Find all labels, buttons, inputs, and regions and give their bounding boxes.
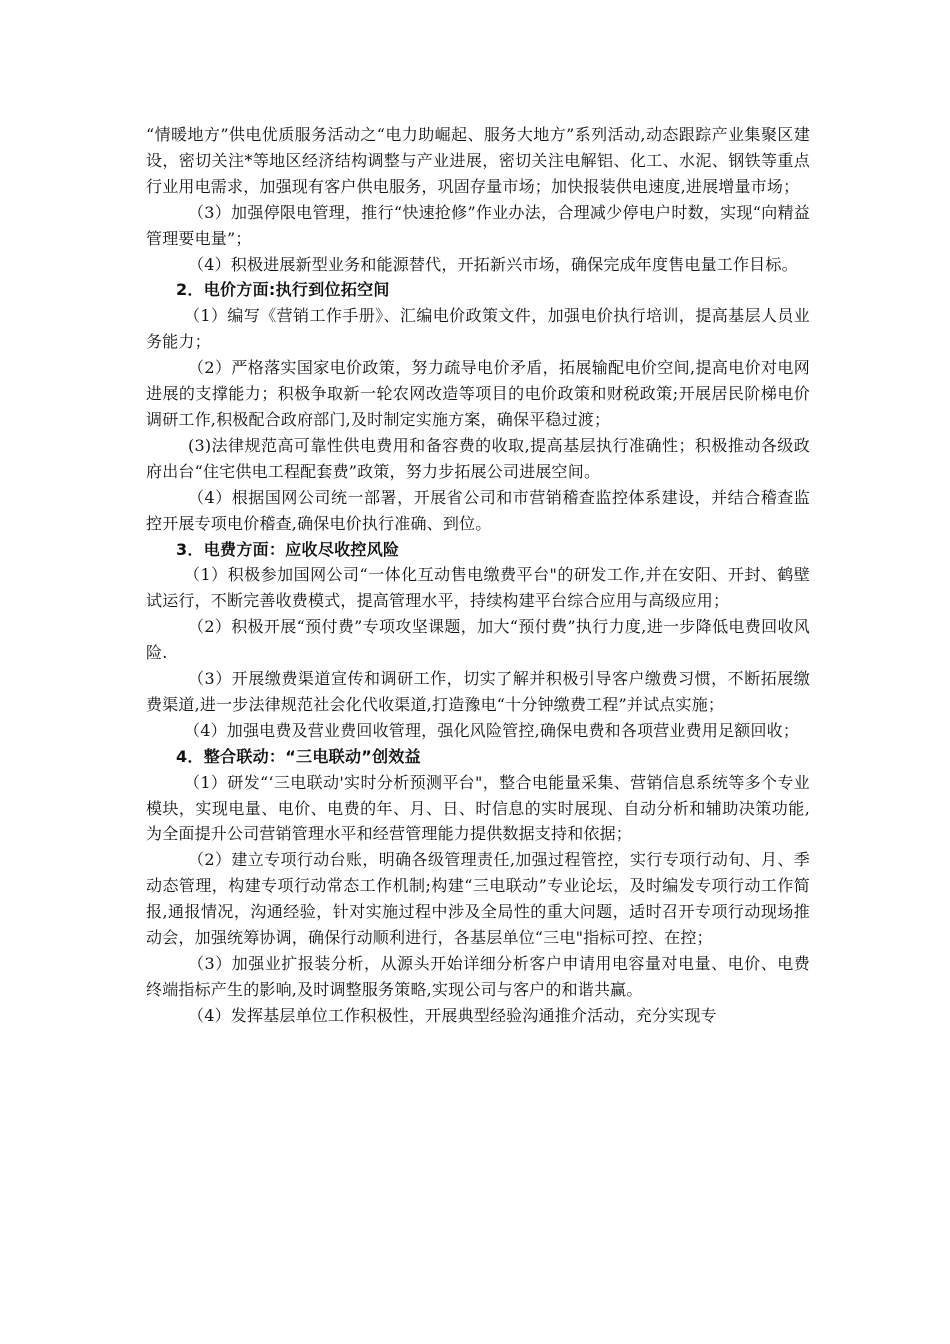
paragraph-3-1: （1）积极参加国网公司“一体化互动售电缴费平台"的研发工作,并在安阳、开封、鹤壁试运行，不断完善收费模式，提高管理水平，持续构建平台综合应用与高级应用； [146,565,810,611]
section-heading-4: 4．整合联动：“三电联动”创效益 [176,746,421,766]
section-heading-3: 3．电费方面：应收尽收控风险 [176,539,400,559]
section-heading-2: 2．电价方面:执行到位拓空间 [176,280,390,300]
paragraph-3-4: （4）加强电费及营业费回收管理，强化风险管控,确保电费和各项营业费用足额回收； [184,720,800,740]
paragraph-2-2: （2）严格落实国家电价政策，努力疏导电价矛盾，拓展输配电价空间,提高电价对电网进展的支撑能力；积极争取新一轮农网改造等项目的电价政策和财税政策;开展居民阶梯电价调研工作,积极配合政府部门,及时制定实施方案，确保平稳过渡； [146,358,810,429]
paragraph-2-3: (3)法律规范高可靠性供电费用和备容费的收取,提高基层执行准确性；积极推动各级政府出台“住宅供电工程配套费”政策，努力步拓展公司进展空间。 [146,435,810,481]
paragraph-4-1: （1）研发“‘三电联动'实时分析预测平台"，整合电能量采集、营销信息系统等多个专业模块，实现电量、电价、电费的年、月、日、时信息的实时展现、自动分析和辅助决策功能,为全面提升公司营销管理水平和经营管理能力提供数据支持和依据； [146,772,810,844]
paragraph-4-4: （4）发挥基层单位工作积极性，开展典型经验沟通推介活动，充分实现专 [188,1005,717,1025]
paragraph-2-1: （1）编写《营销工作手册》、汇编电价政策文件，加强电价执行培训，提高基层人员业务能力； [146,306,810,352]
paragraph-intro: “情暖地方”供电优质服务活动之“电力助崛起、服务大地方”系列活动,动态跟踪产业集聚区建设，密切关注*等地区经济结构调整与产业进展，密切关注电解铝、化工、水泥、钢铁等重点行业用电需求，加强现有客户供电服务，巩固存量市场；加快报装供电速度,进展增量市场； [146,125,810,196]
paragraph-4-2: （2）建立专项行动台账，明确各级管理责任,加强过程管控，实行专项行动旬、月、季动态管理，构建专项行动常态工作机制;构建“三电联动”专业论坛，及时编发专项行动工作简报,通报情况，沟通经验，针对实施过程中涉及全局性的重大问题，适时召开专项行动现场推动会，加强统筹协调，确保行动顺利进行，各基层单位“三电"指标可控、在控； [146,850,810,948]
paragraph-2-4: （4）根据国网公司统一部署，开展省公司和市营销稽查监控体系建设，并结合稽查监控开展专项电价稽查,确保电价执行准确、到位。 [146,487,810,533]
paragraph-1-4: （4）积极进展新型业务和能源替代，开拓新兴市场，确保完成年度售电量工作目标。 [188,254,798,274]
paragraph-3-3: （3）开展缴费渠道宣传和调研工作，切实了解并积极引导客户缴费习惯，不断拓展缴费渠道,进一步法律规范社会化代收渠道,打造豫电“十分钟缴费工程”并试点实施； [146,669,810,714]
document-body [146,122,810,1029]
paragraph-4-3: （3）加强业扩报装分析，从源头开始详细分析客户申请用电容量对电量、电价、电费终端指标产生的影响,及时调整服务策略,实现公司与客户的和谐共赢。 [146,954,810,999]
paragraph-3-2: （2）积极开展“预付费”专项攻坚课题，加大“预付费”执行力度,进一步降低电费回收风险. [146,617,810,663]
paragraph-1-3: （3）加强停限电管理，推行“快速抢修”作业办法，合理减少停电户时数，实现“向精益管理要电量”； [146,202,810,248]
